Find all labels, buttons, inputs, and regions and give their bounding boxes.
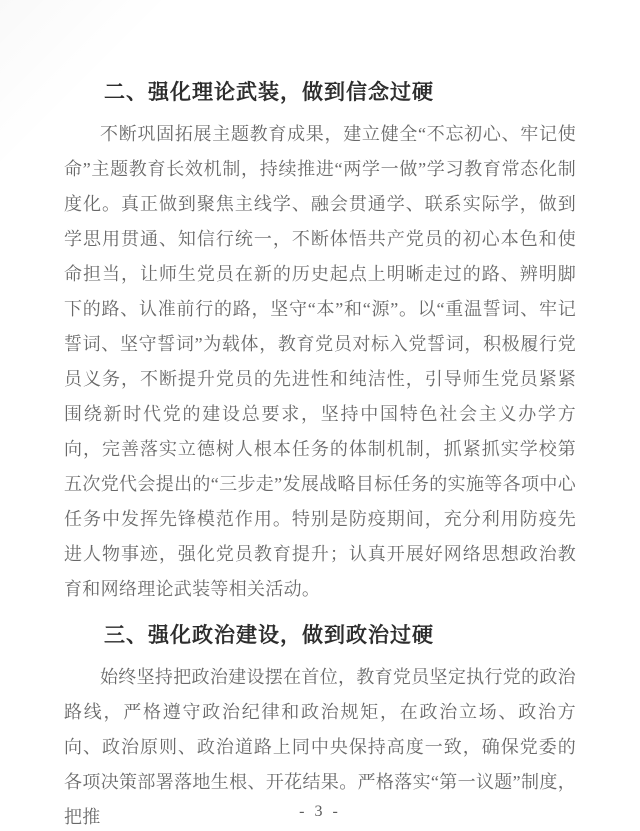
page-number: - 3 - [299,803,341,820]
section-2-paragraph: 不断巩固拓展主题教育成果，建立健全“不忘初心、牢记使命”主题教育长效机制，持续推进“两学一做”学习教育常态化制度化。真正做到聚焦主线学、融会贯通学、联系实际学，做到学思用贯通、知信行统一，不断体悟共产党员的初心本色和使命担当，让师生党员在新的历史起点上明晰走过的路、辨明脚下的路、认准前行的路，坚守“本”和“源”。以“重温誓词、牢记誓词、坚守誓词”为载体，教育党员对标入党誓词，积极履行党员义务，不断提升党员的先进性和纯洁性，引导师生党员紧紧围绕新时代党的建设总要求，坚持中国特色社会主义办学方向，完善落实立德树人根本任务的体制机制，抓紧抓实学校第五次党代会提出的“三步走”发展战略目标任务的实施等各项中心任务中发挥先锋模范作用。特别是防疫期间，充分利用防疫先进人物事迹，强化党员教育提升；认真开展好网络思想政治教育和网络理论武装等相关活动。 [64,124,576,599]
section-heading-2: 二、强化理论武装，做到信念过硬 [104,81,434,104]
section-3-paragraph: 始终坚持把政治建设摆在首位，教育党员坚定执行党的政治路线，严格遵守政治纪律和政治规矩，在政治立场、政治方向、政治原则、政治道路上同中央保持高度一致，确保党委的各项决策部署落地生根、开花结果。严格落实“第一议题”制度，把推 [64,667,576,827]
section-heading-3: 三、强化政治建设，做到政治过硬 [104,624,434,647]
